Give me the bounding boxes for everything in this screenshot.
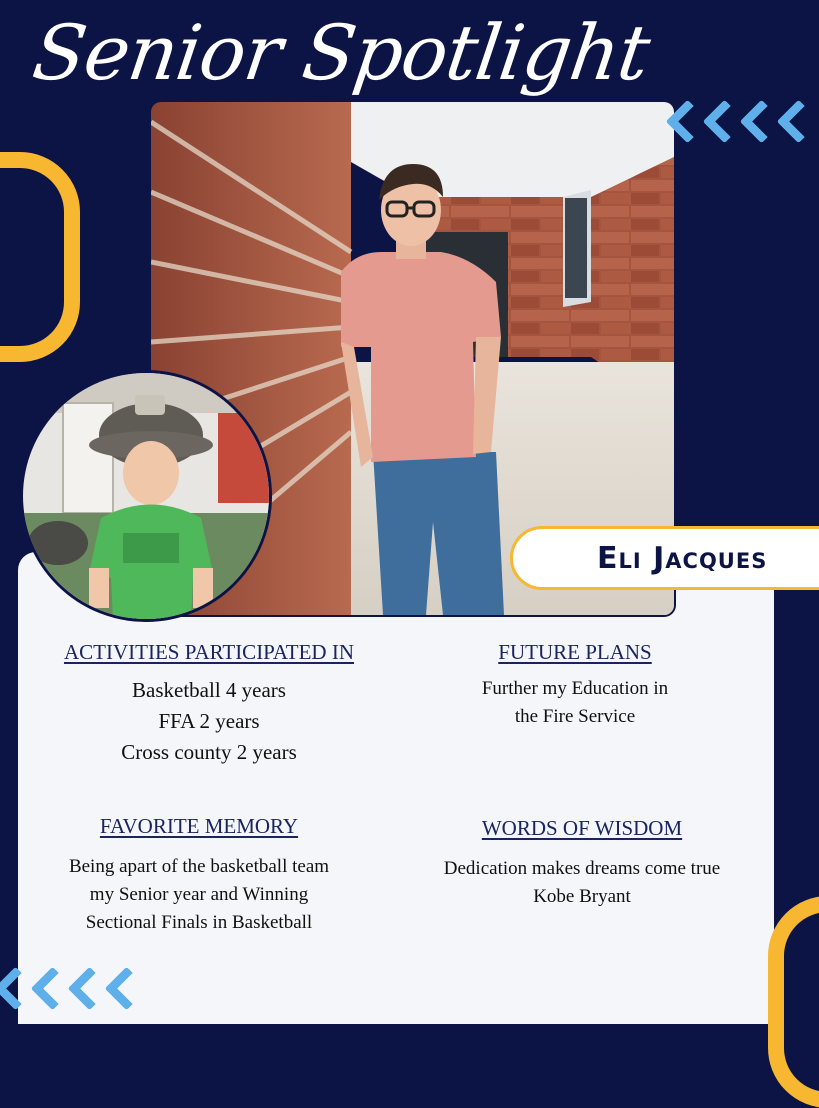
student-name: Eli Jacques (597, 540, 768, 576)
section-line: Basketball 4 years (132, 678, 286, 702)
name-banner (510, 526, 819, 590)
section-future-plans (400, 640, 750, 731)
page-title: Senior Spotlight (27, 8, 655, 97)
section-line: the Fire Service (514, 706, 636, 727)
section-heading: ACTIVITIES PARTICIPATED IN (63, 640, 355, 664)
childhood-photo (20, 370, 272, 622)
section-line: Kobe Bryant (533, 886, 631, 907)
childhood-illustration (23, 373, 269, 619)
section-line: Cross county 2 years (121, 740, 297, 764)
chevron-decoration-bottom (0, 973, 142, 1004)
section-line: Dedication makes dreams come true (443, 858, 721, 879)
chevron-decoration-top (672, 106, 814, 137)
section-favorite-memory (30, 814, 368, 937)
yellow-rounded-frame-left (0, 152, 80, 362)
section-heading: WORDS OF WISDOM (481, 816, 683, 840)
section-words-of-wisdom (400, 816, 764, 911)
yellow-rounded-frame-right (768, 896, 819, 1108)
section-line: FFA 2 years (158, 709, 260, 733)
content-card (18, 552, 774, 1024)
section-activities (30, 640, 388, 768)
section-heading: FUTURE PLANS (498, 640, 652, 664)
section-line: Further my Education in (481, 678, 669, 699)
section-line: my Senior year and Winning (89, 884, 309, 905)
section-line: Sectional Finals in Basketball (85, 912, 313, 933)
chevron-left-icon (777, 100, 819, 144)
section-line: Being apart of the basketball team (68, 856, 330, 877)
chevron-left-icon (105, 967, 149, 1011)
section-heading: FAVORITE MEMORY (99, 814, 299, 838)
